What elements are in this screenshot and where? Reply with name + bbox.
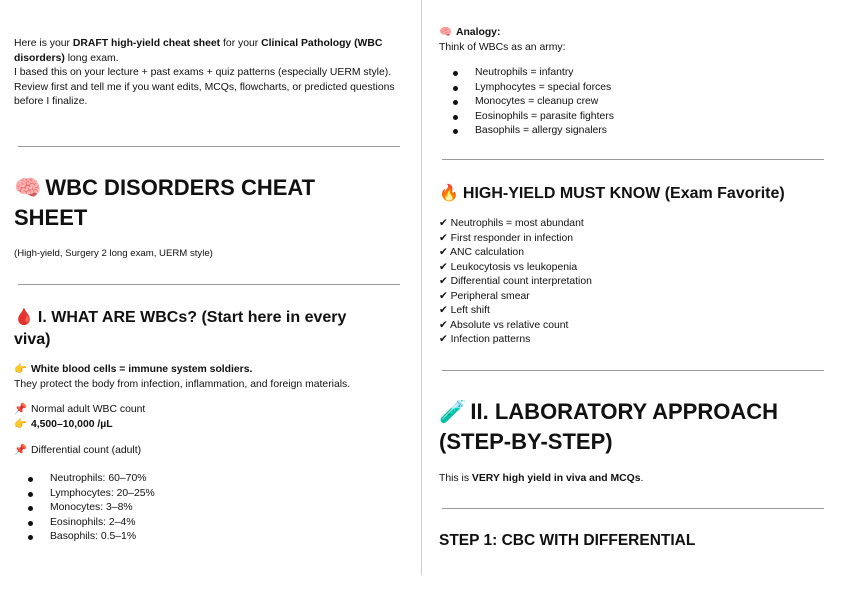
list-item: Lymphocytes = special forces bbox=[439, 81, 831, 96]
normal-count-block: 📌 Normal adult WBC count 👉 4,500–10,000 /µL bbox=[14, 403, 406, 432]
intro-line-1: Here is your DRAFT high-yield cheat sheet for your Clinical Pathology (WBC disorders) long exam. bbox=[14, 38, 383, 64]
checklist-item: ✔ Peripheral smear bbox=[439, 290, 530, 302]
fire-icon: 🔥 bbox=[439, 185, 459, 202]
intro-paragraph bbox=[14, 37, 406, 110]
blood-drop-icon: 🩸 bbox=[14, 309, 34, 326]
divider bbox=[18, 146, 400, 147]
check-icon: ✔ bbox=[439, 218, 448, 229]
step-1-heading: STEP 1: CBC WITH DIFFERENTIAL bbox=[439, 532, 696, 549]
test-tube-icon: 🧪 bbox=[439, 399, 467, 424]
list-item: Lymphocytes: 20–25% bbox=[14, 487, 406, 502]
list-item: Monocytes: 3–8% bbox=[14, 501, 406, 516]
checklist-item: ✔ Left shift bbox=[439, 305, 490, 316]
checklist-item: ✔ Leukocytosis vs leukopenia bbox=[439, 261, 578, 273]
list-item: Basophils = allergy signalers bbox=[439, 124, 831, 139]
list-item: Basophils: 0.5–1% bbox=[14, 530, 406, 545]
analogy-list bbox=[439, 66, 831, 139]
page-title: 🧠 WBC DISORDERS CHEAT SHEET bbox=[14, 175, 316, 230]
checklist-item: ✔ First responder in infection bbox=[439, 232, 574, 244]
document-page-right bbox=[422, 0, 842, 596]
high-yield-list bbox=[439, 217, 831, 348]
differential-list bbox=[14, 472, 406, 545]
checklist-item: ✔ Neutrophils = most abundant bbox=[439, 218, 584, 229]
definition-block: 👉 White blood cells = immune system soldiers. They protect the body from infection, inflammation, and foreign materials. bbox=[14, 364, 351, 390]
list-item: Monocytes = cleanup crew bbox=[439, 95, 831, 110]
analogy-block: 🧠 Analogy: Think of WBCs as an army: bbox=[439, 27, 566, 53]
list-item: Neutrophils = infantry bbox=[439, 66, 831, 81]
section-heading-high-yield: 🔥 HIGH-YIELD MUST KNOW (Exam Favorite) bbox=[439, 183, 831, 205]
brain-icon: 🧠 bbox=[14, 175, 42, 200]
section-heading-what-are-wbcs: 🩸 I. WHAT ARE WBCs? (Start here in every viva) bbox=[14, 309, 347, 348]
pointing-hand-icon: 👉 bbox=[14, 418, 27, 430]
pushpin-icon: 📌 bbox=[14, 404, 27, 415]
pointing-hand-icon: 👉 bbox=[14, 364, 27, 375]
list-item: Eosinophils: 2–4% bbox=[14, 516, 406, 531]
check-icon: ✔ bbox=[439, 290, 448, 302]
check-icon: ✔ bbox=[439, 305, 448, 316]
subtitle: (High-yield, Surgery 2 long exam, UERM style) bbox=[14, 248, 213, 259]
divider bbox=[18, 284, 400, 285]
check-icon: ✔ bbox=[439, 247, 448, 258]
check-icon: ✔ bbox=[439, 232, 448, 244]
lab-approach-note: This is VERY high yield in viva and MCQs. bbox=[439, 473, 644, 484]
differential-label: 📌 Differential count (adult) bbox=[14, 444, 406, 459]
checklist-item: ✔ ANC calculation bbox=[439, 247, 524, 258]
intro-line-3: Review first and tell me if you want edits, MCQs, flowcharts, or predicted questions before I finalize. bbox=[14, 81, 395, 107]
divider bbox=[442, 508, 824, 509]
pushpin-icon: 📌 bbox=[14, 445, 27, 456]
divider bbox=[442, 370, 824, 371]
brain-icon: 🧠 bbox=[439, 27, 452, 38]
check-icon: ✔ bbox=[439, 261, 448, 273]
intro-line-2: I based this on your lecture + past exams + quiz patterns (especially UERM style). bbox=[14, 67, 392, 78]
section-heading-lab-approach: 🧪 II. LABORATORY APPROACH (STEP-BY-STEP) bbox=[439, 399, 779, 454]
check-icon: ✔ bbox=[439, 276, 448, 287]
divider bbox=[442, 159, 824, 160]
list-item: Eosinophils = parasite fighters bbox=[439, 110, 831, 125]
checklist-item: ✔ Absolute vs relative count bbox=[439, 319, 569, 331]
checklist-item: ✔ Infection patterns bbox=[439, 334, 531, 345]
list-item: Neutrophils: 60–70% bbox=[14, 472, 406, 487]
check-icon: ✔ bbox=[439, 334, 448, 345]
checklist-item: ✔ Differential count interpretation bbox=[439, 276, 592, 287]
check-icon: ✔ bbox=[439, 319, 448, 331]
